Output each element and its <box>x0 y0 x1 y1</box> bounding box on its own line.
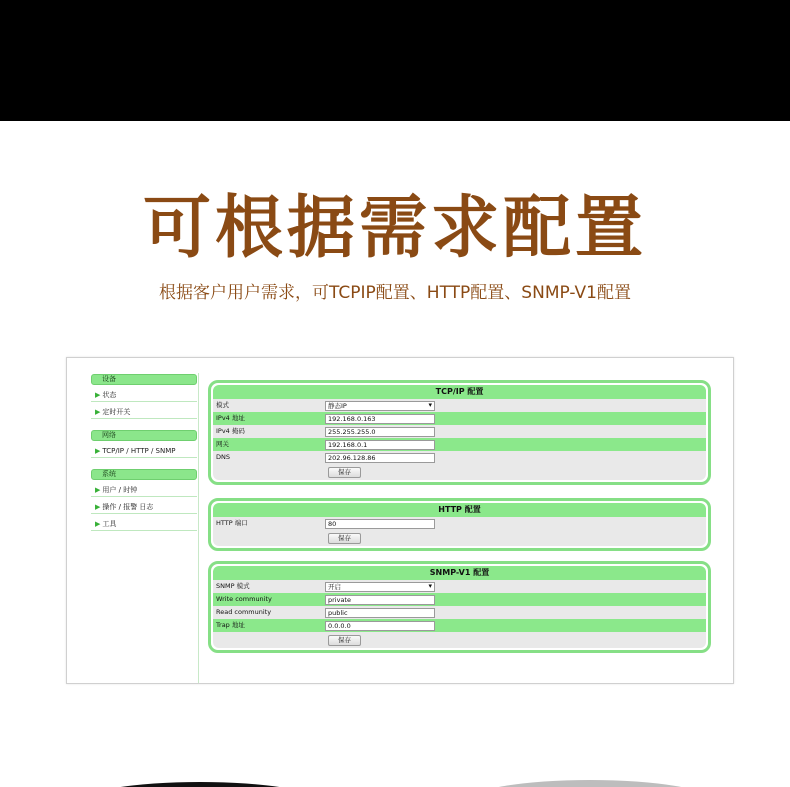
dark-arc-shape <box>80 782 320 787</box>
button-row <box>213 530 706 546</box>
arrow-right-icon: ▶ <box>95 503 101 511</box>
button-row <box>213 632 706 648</box>
sidebar-item-label: 操作 / 报警 日志 <box>102 503 154 511</box>
http-panel <box>208 498 711 551</box>
field-label: Read community <box>216 608 272 616</box>
bottom-decoration <box>0 772 790 787</box>
form-row <box>213 425 706 438</box>
field-label: Write community <box>216 595 272 603</box>
subheadline: 根据客户用户需求，可TCPIP配置、HTTP配置、SNMP-V1配置 <box>159 283 631 303</box>
form-row <box>213 399 706 412</box>
top-black-banner <box>0 0 790 121</box>
panel-title: HTTP 配置 <box>213 503 706 517</box>
form-row <box>213 412 706 425</box>
arrow-right-icon: ▶ <box>95 408 101 416</box>
config-screenshot <box>66 357 734 684</box>
tcpip-panel <box>208 380 711 485</box>
write-community-input[interactable]: private <box>325 595 435 605</box>
read-community-input[interactable]: public <box>325 608 435 618</box>
ipv4-mask-input[interactable]: 255.255.255.0 <box>325 427 435 437</box>
sidebar-group-network: 网络 <box>91 430 197 441</box>
field-label: Trap 地址 <box>216 621 245 629</box>
arrow-right-icon: ▶ <box>95 520 101 528</box>
sidebar-divider <box>198 373 199 683</box>
sidebar-item-label: TCP/IP / HTTP / SNMP <box>102 447 176 455</box>
form-row <box>213 517 706 530</box>
panel-title: SNMP-V1 配置 <box>213 566 706 580</box>
http-port-input[interactable]: 80 <box>325 519 435 529</box>
form-row <box>213 580 706 593</box>
panel-title: TCP/IP 配置 <box>213 385 706 399</box>
form-row <box>213 451 706 464</box>
save-button[interactable]: 保存 <box>328 533 361 544</box>
field-label: HTTP 端口 <box>216 519 248 527</box>
dns-input[interactable]: 202.96.128.86 <box>325 453 435 463</box>
field-label: IPv4 掩码 <box>216 427 245 435</box>
arrow-right-icon: ▶ <box>95 391 101 399</box>
save-button[interactable]: 保存 <box>328 467 361 478</box>
sidebar-item-network-config[interactable] <box>91 444 197 458</box>
sidebar-item-label: 工具 <box>102 520 117 528</box>
mode-select[interactable]: 静态IP ▾ <box>325 401 435 411</box>
button-row <box>213 464 706 480</box>
form-row <box>213 606 706 619</box>
ipv4-address-input[interactable]: 192.168.0.163 <box>325 414 435 424</box>
save-button[interactable]: 保存 <box>328 635 361 646</box>
sidebar-group-system: 系统 <box>91 469 197 480</box>
sidebar-item-label: 定时开关 <box>102 408 131 416</box>
gray-arc-shape <box>470 780 710 787</box>
snmp-mode-select[interactable]: 开启 ▾ <box>325 582 435 592</box>
sidebar-item-label: 用户 / 时钟 <box>102 486 138 494</box>
sidebar-item-status[interactable] <box>91 388 197 402</box>
field-label: DNS <box>216 453 230 461</box>
field-label: IPv4 地址 <box>216 414 245 422</box>
form-row <box>213 438 706 451</box>
sidebar-item-label: 状态 <box>102 391 117 399</box>
sidebar <box>91 374 197 534</box>
snmp-panel <box>208 561 711 653</box>
field-label: 网关 <box>216 440 229 448</box>
arrow-right-icon: ▶ <box>95 486 101 494</box>
gateway-input[interactable]: 192.168.0.1 <box>325 440 435 450</box>
arrow-right-icon: ▶ <box>95 447 101 455</box>
sidebar-group-device: 设备 <box>91 374 197 385</box>
trap-address-input[interactable]: 0.0.0.0 <box>325 621 435 631</box>
sidebar-item-tools[interactable] <box>91 517 197 531</box>
headline: 可根据需求配置 <box>142 189 647 268</box>
sidebar-item-user-clock[interactable] <box>91 483 197 497</box>
form-row <box>213 593 706 606</box>
form-row <box>213 619 706 632</box>
field-label: SNMP 模式 <box>216 582 250 590</box>
sidebar-item-logs[interactable] <box>91 500 197 514</box>
sidebar-item-timer-switch[interactable] <box>91 405 197 419</box>
field-label: 模式 <box>216 401 229 409</box>
